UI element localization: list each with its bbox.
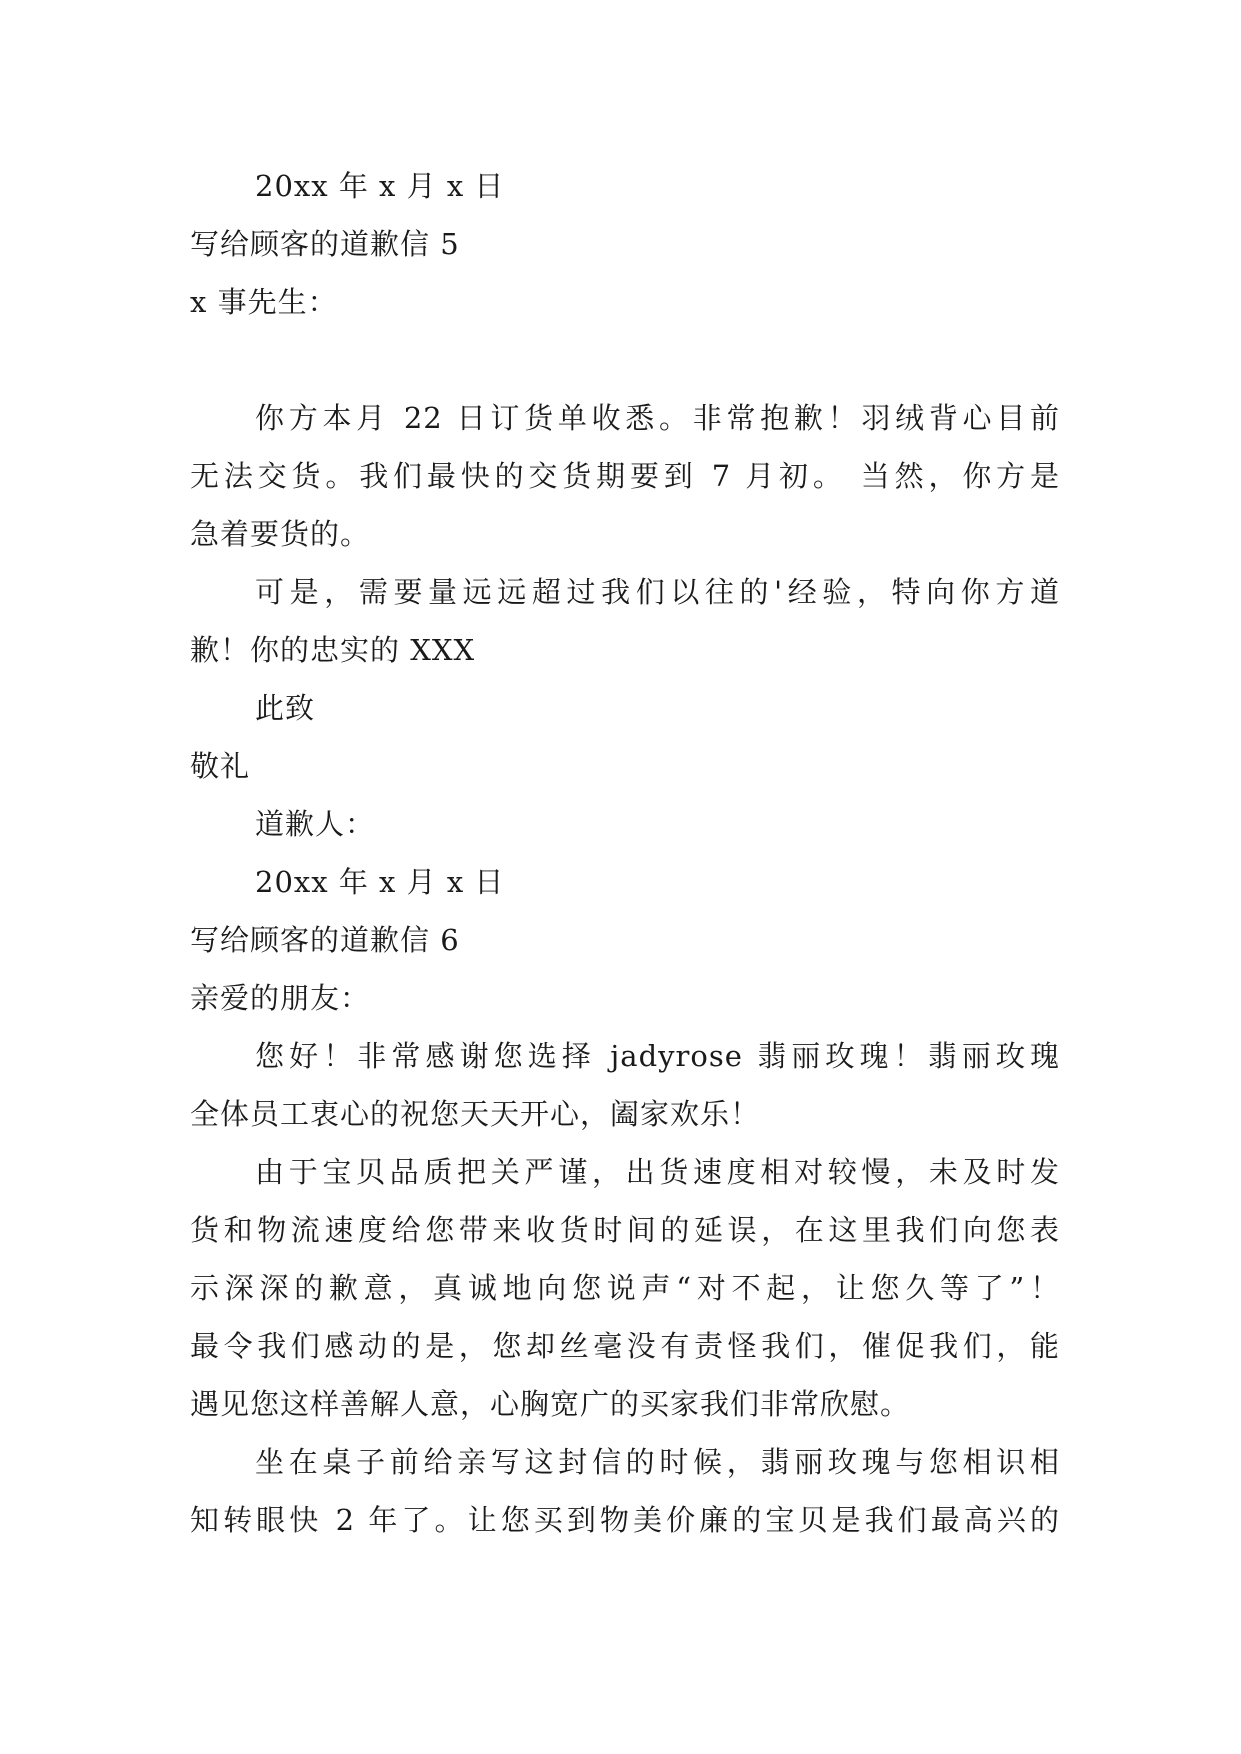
body-line: 可是，需要量远远超过我们以往的'经验，特向你方道 bbox=[255, 575, 1060, 609]
body-line: 全体员工衷心的祝您天天开心，阖家欢乐！ bbox=[190, 1097, 761, 1131]
date-line: 20xx 年 x 月 x 日 bbox=[255, 169, 505, 203]
body-line: 由于宝贝品质把关严谨，出货速度相对较慢，未及时发 bbox=[255, 1155, 1060, 1189]
body-line: 无法交货。我们最快的交货期要到 7 月初。 当然，你方是 bbox=[190, 459, 1060, 493]
section-title: 写给顾客的道歉信 5 bbox=[190, 227, 460, 261]
body-line: 遇见您这样善解人意，心胸宽广的买家我们非常欣慰。 bbox=[190, 1387, 911, 1421]
body-line: 歉！你的忠实的 XXX bbox=[190, 633, 476, 667]
signature-line: 道歉人： bbox=[255, 807, 376, 841]
closing-line: 敬礼 bbox=[190, 749, 251, 783]
section-title: 写给顾客的道歉信 6 bbox=[190, 923, 460, 957]
body-line: 急着要货的。 bbox=[190, 517, 371, 551]
body-line: 知转眼快 2 年了。让您买到物美价廉的宝贝是我们最高兴的 bbox=[190, 1503, 1060, 1537]
body-line: 你方本月 22 日订货单收悉。非常抱歉！羽绒背心目前 bbox=[255, 401, 1060, 435]
body-line: 您好！非常感谢您选择 jadyrose 翡丽玫瑰！翡丽玫瑰 bbox=[255, 1039, 1060, 1073]
body-line: 最令我们感动的是，您却丝毫没有责怪我们，催促我们，能 bbox=[190, 1329, 1060, 1363]
body-line: 示深深的歉意，真诚地向您说声“对不起，让您久等了”！ bbox=[190, 1271, 1060, 1305]
body-line: 坐在桌子前给亲写这封信的时候，翡丽玫瑰与您相识相 bbox=[255, 1445, 1060, 1479]
closing-line: 此致 bbox=[255, 691, 316, 725]
body-line: 货和物流速度给您带来收货时间的延误，在这里我们向您表 bbox=[190, 1213, 1060, 1247]
salutation: 亲爱的朋友： bbox=[190, 981, 371, 1015]
date-line: 20xx 年 x 月 x 日 bbox=[255, 865, 505, 899]
salutation: x 事先生： bbox=[190, 285, 338, 319]
